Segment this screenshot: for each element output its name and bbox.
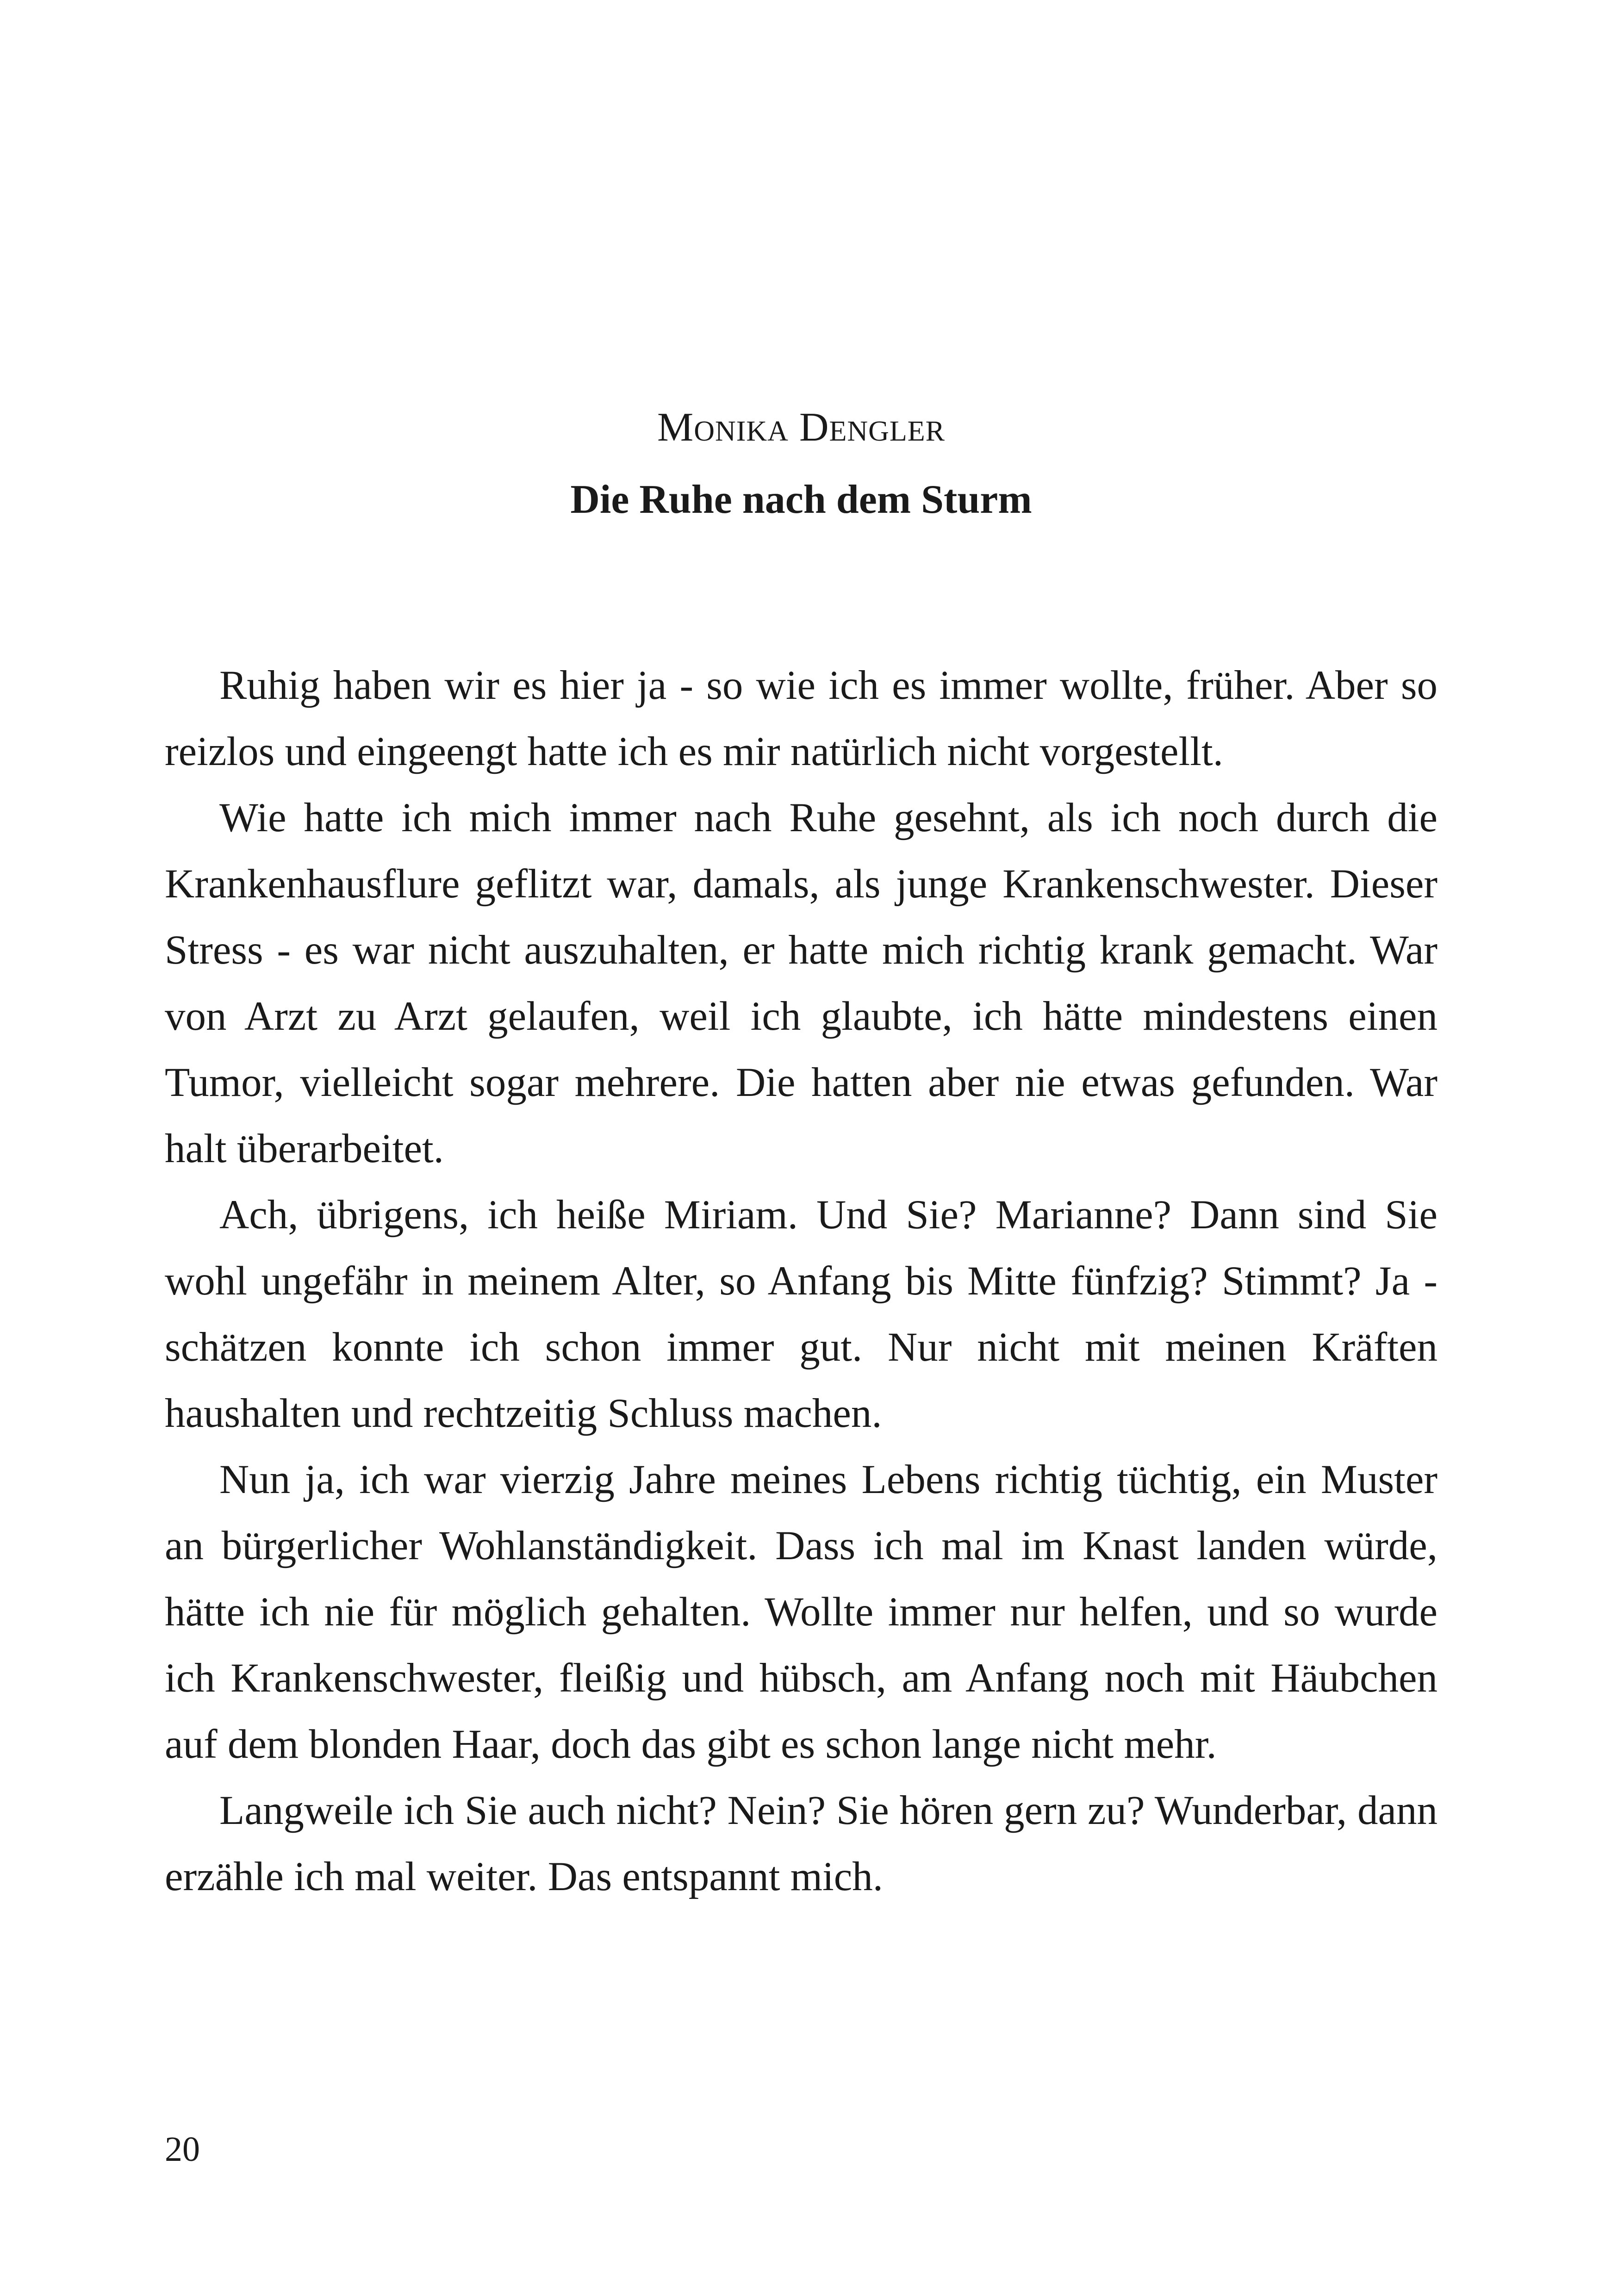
paragraph: Wie hatte ich mich immer nach Ruhe gesehnt, als ich noch durch die Krankenhausflure geflitzt war, damals, als junge Krankenschwester. Dieser Stress - es war nicht auszuhalten, er hatte mich richtig krank gemacht. War von Arzt zu Arzt gelaufen, weil ich glaubte, ich hätte mindestens einen Tumor, vielleicht sogar mehrere. Die hatten aber nie etwas gefunden. War halt überarbeitet.: [165, 795, 1438, 1171]
paragraph: Ach, übrigens, ich heiße Miriam. Und Sie? Marianne? Dann sind Sie wohl ungefähr in meinem Alter, so Anfang bis Mitte fünfzig? Stimmt? Ja - schätzen konnte ich schon immer gut. Nur nicht mit meinen Kräften haushalten und rechtzeitig Schluss machen.: [165, 1192, 1438, 1436]
chapter-title: Die Ruhe nach dem Sturm: [570, 477, 1032, 522]
chapter-header: [165, 407, 1438, 520]
paragraph: Nun ja, ich war vierzig Jahre meines Lebens richtig tüchtig, ein Muster an bürgerlicher Wohlanständigkeit. Dass ich mal im Knast landen würde, hätte ich nie für möglich gehalten. Wollte immer nur helfen, und so wurde ich Krankenschwester, fleißig und hübsch, am Anfang noch mit Häubchen auf dem blonden Haar, doch das gibt es schon lange nicht mehr.: [165, 1457, 1438, 1767]
paragraph: Langweile ich Sie auch nicht? Nein? Sie hören gern zu? Wunderbar, dann erzähle ich mal weiter. Das entspannt mich.: [165, 1788, 1438, 1899]
page-number: 20: [165, 2130, 200, 2169]
paragraph: Ruhig haben wir es hier ja - so wie ich es immer wollte, früher. Aber so reizlos und eingeengt hatte ich es mir natürlich nicht vorgestellt.: [165, 663, 1438, 774]
body-text: [165, 653, 1438, 1910]
author-name: Monika Dengler: [657, 405, 946, 450]
